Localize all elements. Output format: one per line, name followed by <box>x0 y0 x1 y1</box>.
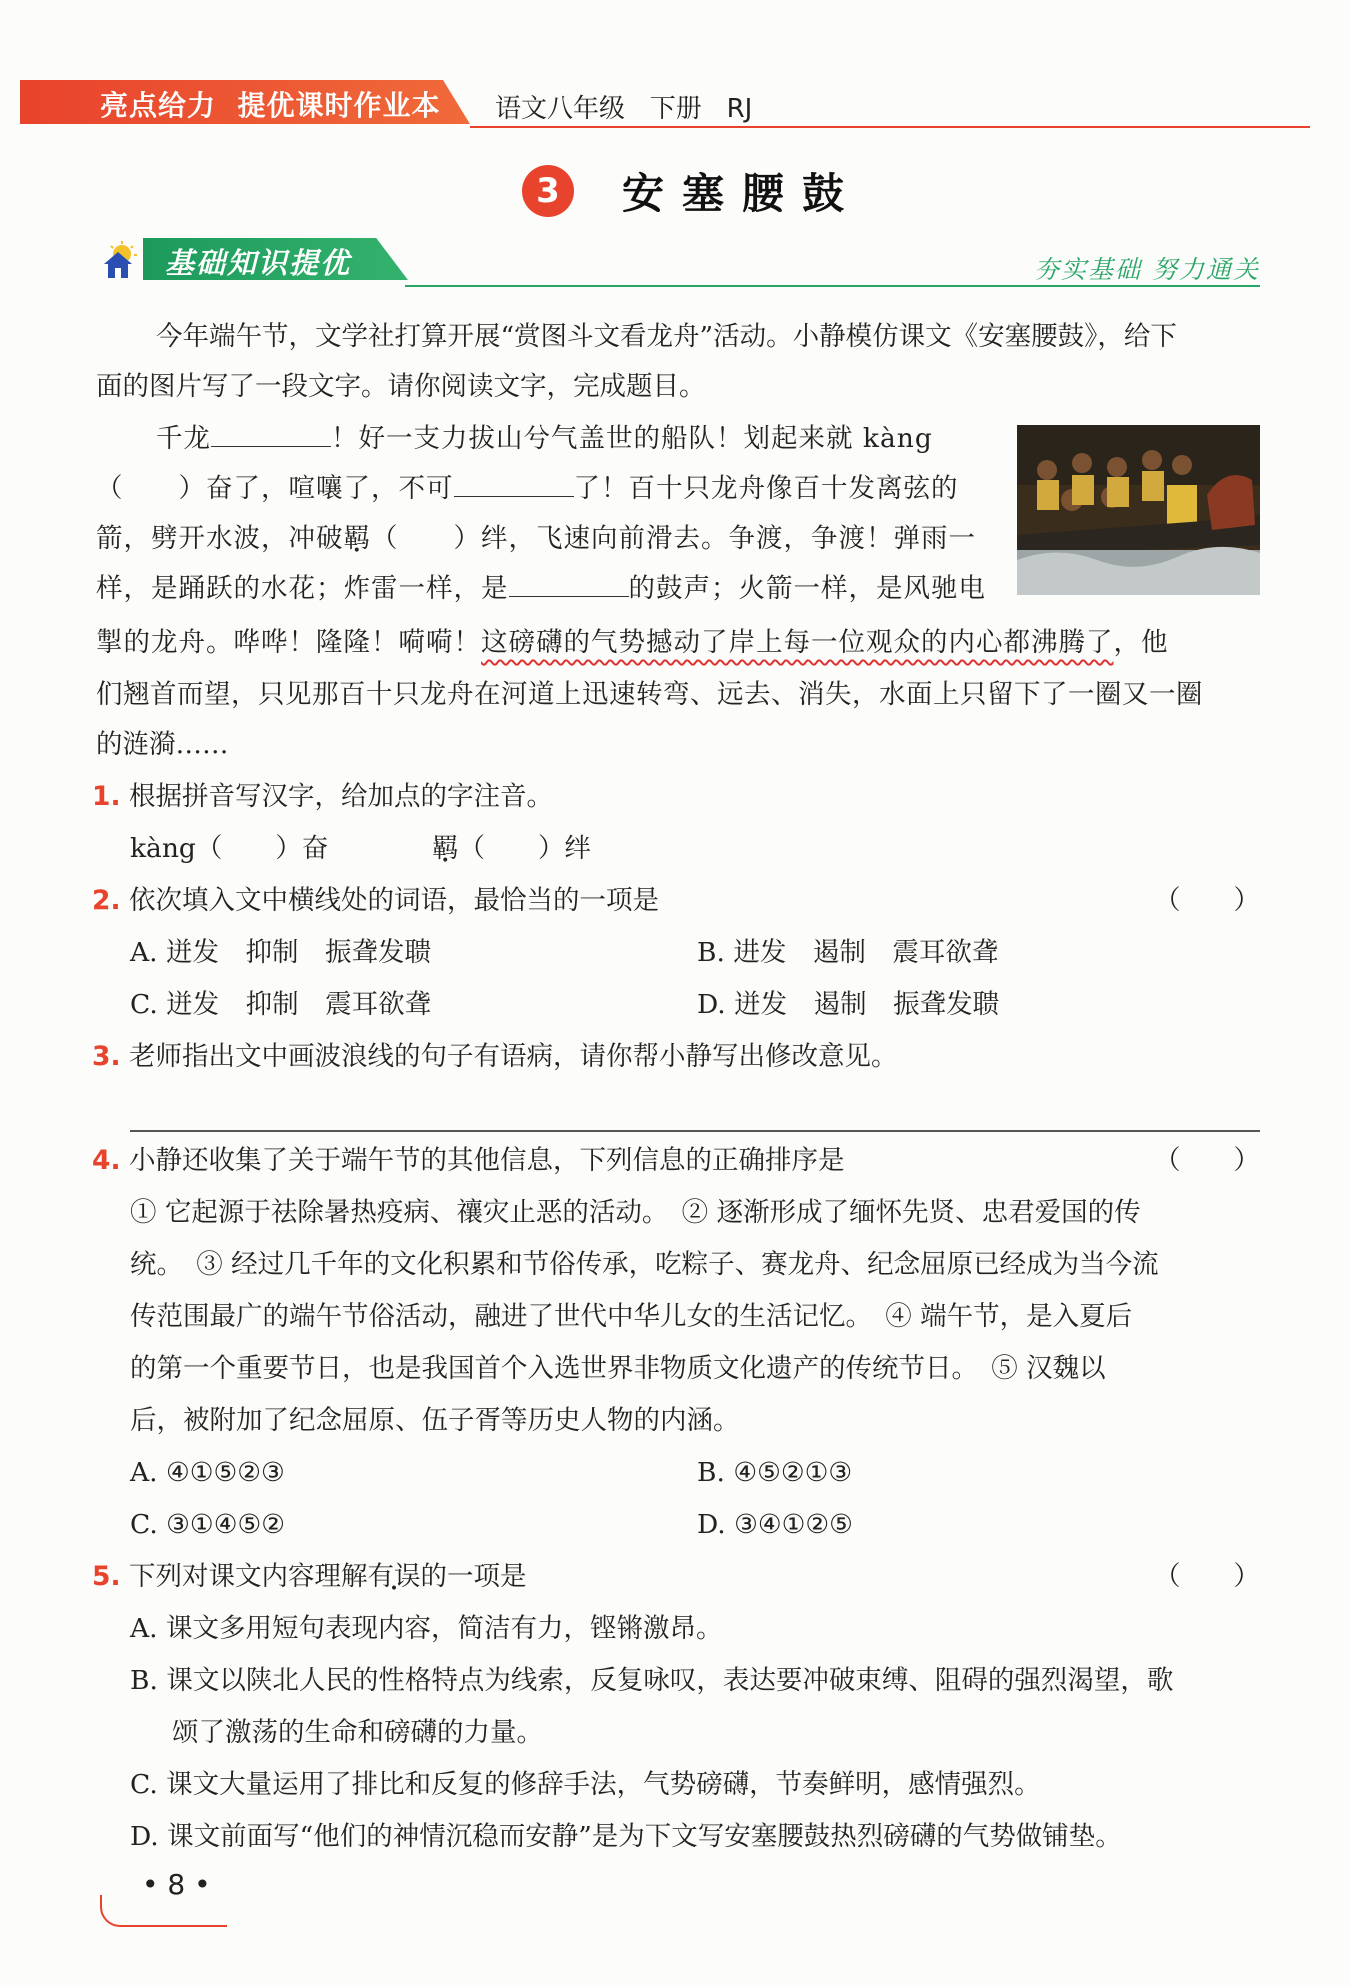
passage-text: ，他 <box>1113 627 1169 658</box>
q1-answer-b <box>432 824 591 874</box>
header-brand: 亮点给力 提优课时作业本 <box>100 89 441 122</box>
question-text: 的一项是 <box>420 1561 527 1592</box>
q4-info-line-2: 统。 ③ 经过几千年的文化积累和节俗传承，吃粽子、赛龙舟、纪念屈原已经成为当今流 <box>130 1249 1159 1280</box>
house-sun-icon <box>100 240 140 280</box>
question-number: 2. <box>92 885 121 916</box>
q4-info-line-5: 后，被附加了纪念屈原、伍子胥等历史人物的内涵。 <box>130 1405 740 1436</box>
dotted-words: 有误 <box>367 1561 421 1592</box>
lesson-number-badge: 3 <box>522 165 574 217</box>
question-4 <box>92 1136 844 1186</box>
section-title: 基础知识提优 <box>165 246 352 280</box>
answer-paren: （ ） <box>1154 885 1260 916</box>
option-b: B. ④⑤②①③ <box>697 1457 853 1488</box>
dragon-boat-photo <box>1017 425 1260 595</box>
header-rule <box>470 126 1310 128</box>
passage-text: 了！百十只龙舟像百十发离弦的 <box>573 473 959 504</box>
dotted-char: 羁 <box>343 523 371 554</box>
blank-1 <box>211 422 331 447</box>
question-1 <box>92 772 553 822</box>
intro-line-1: 今年端午节，文学社打算开展“赏图斗文看龙舟”活动。小静模仿课文《安塞腰鼓》，给下 <box>156 321 1177 352</box>
question-text: 根据拼音写汉字，给加点的字注音。 <box>128 781 553 812</box>
option-d: D. ③④①②⑤ <box>697 1509 853 1540</box>
dotted-char: 羁 <box>432 833 459 864</box>
passage-text: 样，是踊跃的水花；炸雷一样，是 <box>96 573 509 604</box>
blank-3 <box>509 572 629 597</box>
question-3 <box>92 1032 897 1082</box>
option-c: C. 课文大量运用了排比和反复的修辞手法，气势磅礴，节奏鲜明，感情强烈。 <box>130 1769 1041 1800</box>
section-slogan: 夯实基础 努力通关 <box>1034 255 1260 284</box>
intro-line-2: 面的图片写了一段文字。请你阅读文字，完成题目。 <box>96 371 706 402</box>
option-d: D. 课文前面写“他们的神情沉稳而安静”是为下文写安塞腰鼓热烈磅礴的气势做铺垫。 <box>130 1821 1122 1852</box>
option-c: C. ③①④⑤② <box>130 1509 285 1540</box>
passage-line-2 <box>96 464 959 514</box>
question-text: 小静还收集了关于端午节的其他信息，下列信息的正确排序是 <box>128 1145 845 1176</box>
passage-text: 的鼓声；火箭一样，是风驰电 <box>628 573 986 604</box>
passage-text: （ ）绊，飞速向前滑去。争渡，争渡！弹雨一 <box>371 523 976 554</box>
passage-text: （ ）奋了，喧嚷了，不可 <box>96 473 454 504</box>
header-book-info: 语文八年级 下册 RJ <box>495 94 753 124</box>
question-number: 3. <box>92 1041 121 1072</box>
question-5 <box>92 1552 526 1602</box>
option-a: A. 课文多用短句表现内容，简洁有力，铿锵激昂。 <box>130 1613 723 1644</box>
option-b: B. 进发 遏制 震耳欲聋 <box>697 937 999 968</box>
q4-info-line-3: 传范围最广的端午节俗活动，融进了世代中华儿女的生活记忆。 ④ 端午节，是入夏后 <box>130 1301 1133 1332</box>
passage-line-5 <box>96 618 1169 668</box>
option-d: D. 迸发 遏制 振聋发聩 <box>697 989 1000 1020</box>
passage-line-4 <box>96 564 986 614</box>
q4-info-line-1: ① 它起源于祛除暑热疫病、禳灾止恶的活动。 ② 逐渐形成了缅怀先贤、忠君爱国的传 <box>130 1197 1141 1228</box>
passage-line-6: 们翘首而望，只见那百十只龙舟在河道上迅速转弯、远去、消失，水面上只留下了一圈又一圈 <box>96 679 1203 710</box>
passage-text: 千龙 <box>156 423 211 454</box>
option-c: C. 迸发 抑制 震耳欲聋 <box>130 989 432 1020</box>
question-2 <box>92 876 659 926</box>
blank-2 <box>454 472 574 497</box>
question-number: 5. <box>92 1561 121 1592</box>
passage-text: ！好一支力拔山兮气盖世的船队！划起来就 kàng <box>331 423 933 454</box>
question-number: 1. <box>92 781 121 812</box>
lesson-title: 安塞腰鼓 <box>622 169 863 218</box>
passage-text: 箭，劈开水波，冲破 <box>96 523 344 554</box>
question-text: 依次填入文中横线处的词语，最恰当的一项是 <box>128 885 659 916</box>
question-text: 老师指出文中画波浪线的句子有语病，请你帮小静写出修改意见。 <box>128 1041 898 1072</box>
answer-text: （ ）绊 <box>458 833 591 864</box>
passage-line-1 <box>156 414 933 464</box>
page-number: • 8 • <box>142 1868 211 1901</box>
question-number: 4. <box>92 1145 121 1176</box>
q4-info-line-4: 的第一个重要节日，也是我国首个入选世界非物质文化遗产的传统节日。 ⑤ 汉魏以 <box>130 1353 1106 1384</box>
answer-line <box>130 1130 1260 1132</box>
answer-paren: （ ） <box>1154 1561 1260 1592</box>
passage-line-3 <box>96 514 976 564</box>
option-b-continued: 颂了激荡的生命和磅礴的力量。 <box>172 1717 543 1748</box>
wavy-sentence: 这磅礴的气势撼动了岸上每一位观众的内心都沸腾了 <box>481 627 1114 658</box>
question-text: 下列对课文内容理解 <box>128 1561 368 1592</box>
option-a: A. ④①⑤②③ <box>130 1457 285 1488</box>
option-b: B. 课文以陕北人民的性格特点为线索，反复咏叹，表达要冲破束缚、阻碍的强烈渴望，歌 <box>130 1665 1174 1696</box>
answer-paren: （ ） <box>1154 1145 1260 1176</box>
option-a: A. 迸发 抑制 振聋发聩 <box>130 937 431 968</box>
passage-text: 掣的龙舟。哗哗！隆隆！嗬嗬！ <box>96 627 481 658</box>
q1-answer-a: kàng（ ）奋 <box>130 833 329 864</box>
passage-line-7: 的涟漪…… <box>96 729 229 760</box>
